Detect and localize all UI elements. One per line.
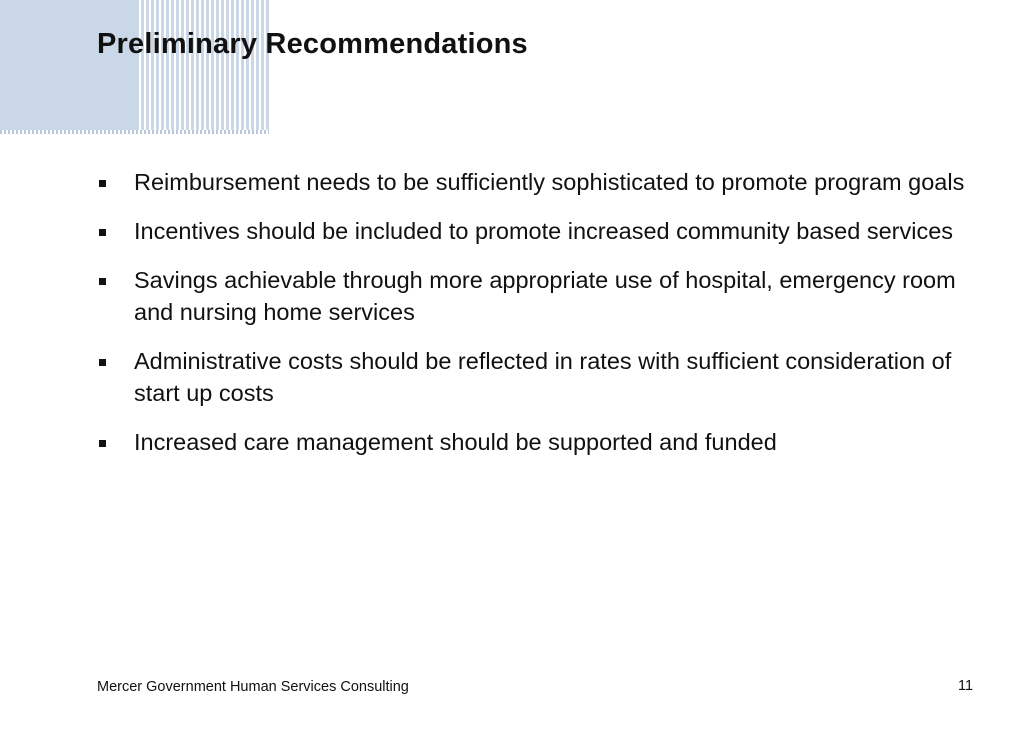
bullet-item [97,215,997,247]
square-bullet-icon [99,229,106,236]
decorative-stripes [136,0,269,133]
bullet-item [97,264,997,328]
square-bullet-icon [99,440,106,447]
bullet-item [97,166,997,198]
footer-company-name: Mercer Government Human Services Consulting [97,679,409,695]
slide-title: Preliminary Recommendations [97,28,528,60]
bullet-list [97,166,997,475]
decorative-corner-block [0,0,136,133]
bullet-text: Savings achievable through more appropriate use of hospital, emergency room and nursing home services [134,267,956,325]
page-number: 11 [958,678,974,694]
square-bullet-icon [99,278,106,285]
bullet-item [97,426,997,458]
bullet-text: Incentives should be included to promote increased community based services [134,218,954,244]
bullet-item [97,345,997,409]
decorative-dotted-line [0,130,269,134]
bullet-text: Increased care management should be supported and funded [134,429,777,455]
square-bullet-icon [99,180,106,187]
bullet-text: Administrative costs should be reflected in rates with sufficient consideration of start up costs [134,348,952,406]
bullet-text: Reimbursement needs to be sufficiently sophisticated to promote program goals [134,169,965,195]
square-bullet-icon [99,359,106,366]
